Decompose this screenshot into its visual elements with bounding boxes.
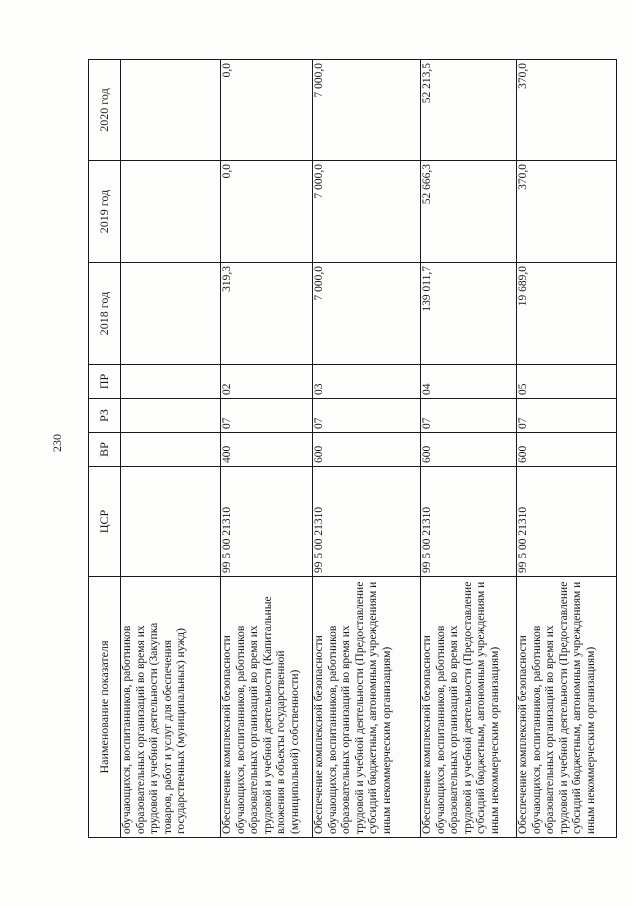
- cell-2019: 370,0: [517, 161, 617, 263]
- cell-name: Обеспечение комплексной безопасности обучающихся, воспитанников, работников образовательных организаций во время их трудовой и учебной деятельности (Предоставление субсидий бюджетным, автономным учреждениям и иным некоммерческим организациям): [421, 577, 517, 838]
- cell-2019: [121, 161, 221, 263]
- table-row: [517, 60, 617, 838]
- cell-2019: 0,0: [221, 161, 313, 263]
- cell-2020: 0,0: [221, 60, 313, 161]
- cell-rz: 07: [313, 399, 421, 433]
- table-row: [221, 60, 313, 838]
- table-row: [421, 60, 517, 838]
- header-csr: ЦСР: [89, 467, 121, 577]
- header-2019: 2019 год: [89, 161, 121, 263]
- cell-vr: [121, 433, 221, 467]
- cell-vr: 600: [313, 433, 421, 467]
- cell-2020: [121, 60, 221, 161]
- cell-2018: 319,3: [221, 263, 313, 365]
- cell-rz: 07: [517, 399, 617, 433]
- header-pr: ПР: [89, 365, 121, 399]
- cell-name: Обеспечение комплексной безопасности обучающихся, воспитанников, работников образовательных организаций во время их трудовой и учебной деятельности (Предоставление субсидий бюджетным, автономным учреждениям и иным некоммерческим организациям): [313, 577, 421, 838]
- cell-rz: 07: [421, 399, 517, 433]
- table-row: [121, 60, 221, 838]
- cell-2019: 52 666,3: [421, 161, 517, 263]
- cell-2018: 19 689,0: [517, 263, 617, 365]
- cell-csr: 99 5 00 21310: [421, 467, 517, 577]
- cell-vr: 600: [517, 433, 617, 467]
- cell-2018: 139 011,7: [421, 263, 517, 365]
- cell-name: обучающихся, воспитанников, работников образовательных организаций во время их трудовой и учебной деятельности (Закупка товаров, работ и услуг для обеспечения государственных (муниципальных) нужд): [121, 577, 221, 838]
- header-2020: 2020 год: [89, 60, 121, 161]
- cell-2020: 370,0: [517, 60, 617, 161]
- cell-pr: 03: [313, 365, 421, 399]
- cell-pr: 05: [517, 365, 617, 399]
- cell-vr: 600: [421, 433, 517, 467]
- table-row: [313, 60, 421, 838]
- cell-2020: 52 213,5: [421, 60, 517, 161]
- cell-2019: 7 000,0: [313, 161, 421, 263]
- cell-csr: 99 5 00 21310: [517, 467, 617, 577]
- header-2018: 2018 год: [89, 263, 121, 365]
- header-name: Наименование показателя: [89, 577, 121, 838]
- cell-2020: 7 000,0: [313, 60, 421, 161]
- rotated-table-wrapper: [88, 60, 616, 838]
- cell-pr: [121, 365, 221, 399]
- cell-vr: 400: [221, 433, 313, 467]
- header-vr: ВР: [89, 433, 121, 467]
- cell-rz: 07: [221, 399, 313, 433]
- cell-2018: 7 000,0: [313, 263, 421, 365]
- cell-pr: 04: [421, 365, 517, 399]
- header-rz: РЗ: [89, 399, 121, 433]
- page-number: 230: [50, 434, 64, 452]
- budget-table: [88, 59, 617, 838]
- cell-2018: [121, 263, 221, 365]
- cell-name: Обеспечение комплексной безопасности обучающихся, воспитанников, работников образовательных организаций во время их трудовой и учебной деятельности (Предоставление субсидий бюджетным, автономным учреждениям и иным некоммерческим организациям): [517, 577, 617, 838]
- cell-csr: [121, 467, 221, 577]
- cell-rz: [121, 399, 221, 433]
- cell-csr: 99 5 00 21310: [313, 467, 421, 577]
- cell-pr: 02: [221, 365, 313, 399]
- cell-name: Обеспечение комплексной безопасности обучающихся, воспитанников, работников образовательных организаций во время их трудовой и учебной деятельности (Капитальные вложения в объекты государственной (муниципальной) собственности): [221, 577, 313, 838]
- table-header-row: [89, 60, 121, 838]
- cell-csr: 99 5 00 21310: [221, 467, 313, 577]
